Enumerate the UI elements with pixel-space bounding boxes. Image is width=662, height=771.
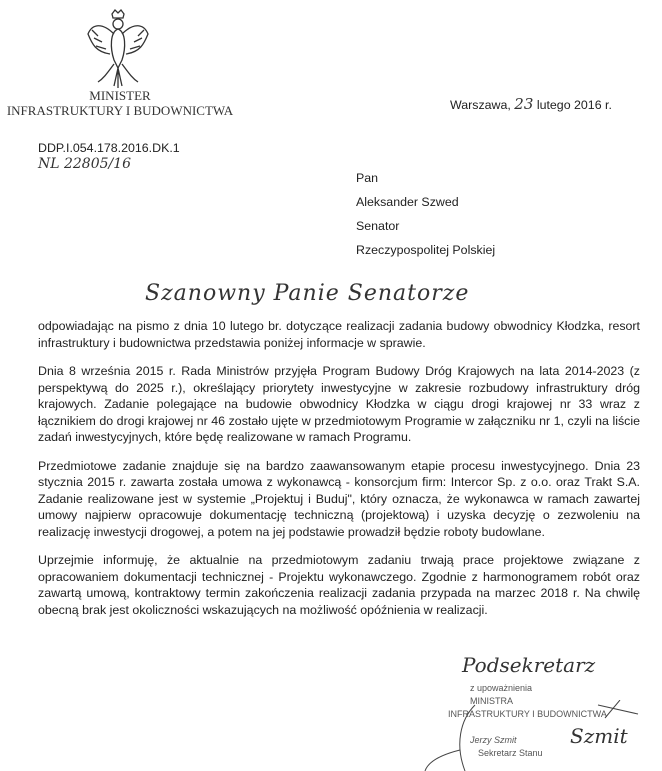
body-paragraph-4: Uprzejmie informuję, że aktualnie na przedmiotowym zadaniu trwają prace projektowe związane z opracowaniem dokumentacji technicznej - Projektu wykonawczego. Zgodnie z harmonogramem robót oraz zawartą umową, kontraktowy termin zakończenia realizacji zadania przypada na marzec 2018 r. Na chwilę obecną brak jest okoliczności wskazujących na możliwość opóźnienia w realizacji. — [38, 553, 640, 617]
body-paragraph-3: Przedmiotowe zadanie znajduje się na bardzo zaawansowanym etapie procesu inwestycyjnego. Dnia 23 stycznia 2015 r. zawarta została umowa z wykonawcą - konsorcjum firm: Intercor Sp. z o.o. oraz Trakt S.A. Zadanie realizowane jest w systemie „Projektuj i Buduj", który oznacza, że wykonawca w ramach zawartej umowy najpierw opracowuje dokumentację techniczną (projektową) i uzyska decyzję o zezwoleniu na realizację inwestycji drogowej, a potem na jej podstawie prowadził będzie roboty budowlane. — [38, 458, 640, 539]
reference-handwritten: NL 22805/16 — [38, 156, 132, 172]
reference-number: DDP.I.054.178.2016.DK.1 — [38, 141, 180, 155]
signature-line2: MINISTRA — [470, 696, 514, 706]
letter-body — [38, 318, 640, 630]
signature-title: Sekretarz Stanu — [478, 748, 543, 758]
ministry-name — [0, 88, 240, 118]
signature-line3: INFRASTRUKTURY I BUDOWNICTWA — [448, 709, 607, 719]
recipient-line: Pan — [356, 171, 379, 185]
ministry-line2: INFRASTRUKTURY I BUDOWNICTWA — [6, 103, 234, 118]
recipient-title: Senator — [356, 219, 400, 233]
date-day-handwritten: 23 — [514, 95, 534, 113]
signature-handwritten-bottom: Szmit — [570, 724, 628, 748]
date-line — [450, 95, 612, 113]
emblem — [84, 8, 152, 94]
recipient-country: Rzeczypospolitej Polskiej — [356, 243, 496, 257]
signature-line1: z upoważnienia — [470, 683, 533, 693]
signature-name: Jerzy Szmit — [470, 735, 517, 745]
ministry-line1: MINISTER — [89, 88, 151, 103]
date-place: Warszawa, — [450, 98, 511, 112]
date-rest: lutego 2016 r. — [536, 98, 612, 112]
recipient-name: Aleksander Szwed — [356, 195, 459, 209]
signature-stroke — [420, 700, 640, 771]
body-paragraph-1: odpowiadając na pismo z dnia 10 lutego br. dotyczące realizacji zadania budowy obwodnicy Kłodzka, resort infrastruktury i budownictwa przedstawia poniżej informacje w sprawie. — [38, 319, 640, 350]
signature-handwritten-top: Podsekretarz — [462, 653, 596, 677]
body-paragraph-2: Dnia 8 września 2015 r. Rada Ministrów przyjęła Program Budowy Dróg Krajowych na lata 2014-2023 (z perspektywą do 2025 r.), określający priorytety inwestycyjne w zakresie rozbudowy infrastruktury dróg krajowych. Zadanie polegające na budowie obwodnicy Kłodzka w ciągu drogi krajowej nr 33 wraz z łącznikiem do drogi krajowej nr 46 zostało ujęte w przedmiotowym Programie w załączniku nr 1, czyli na liście zadań inwestycyjnych, które będę realizowane w ramach Programu. — [38, 364, 640, 444]
salutation-handwritten: Szanowny Panie Senatorze — [145, 281, 470, 306]
